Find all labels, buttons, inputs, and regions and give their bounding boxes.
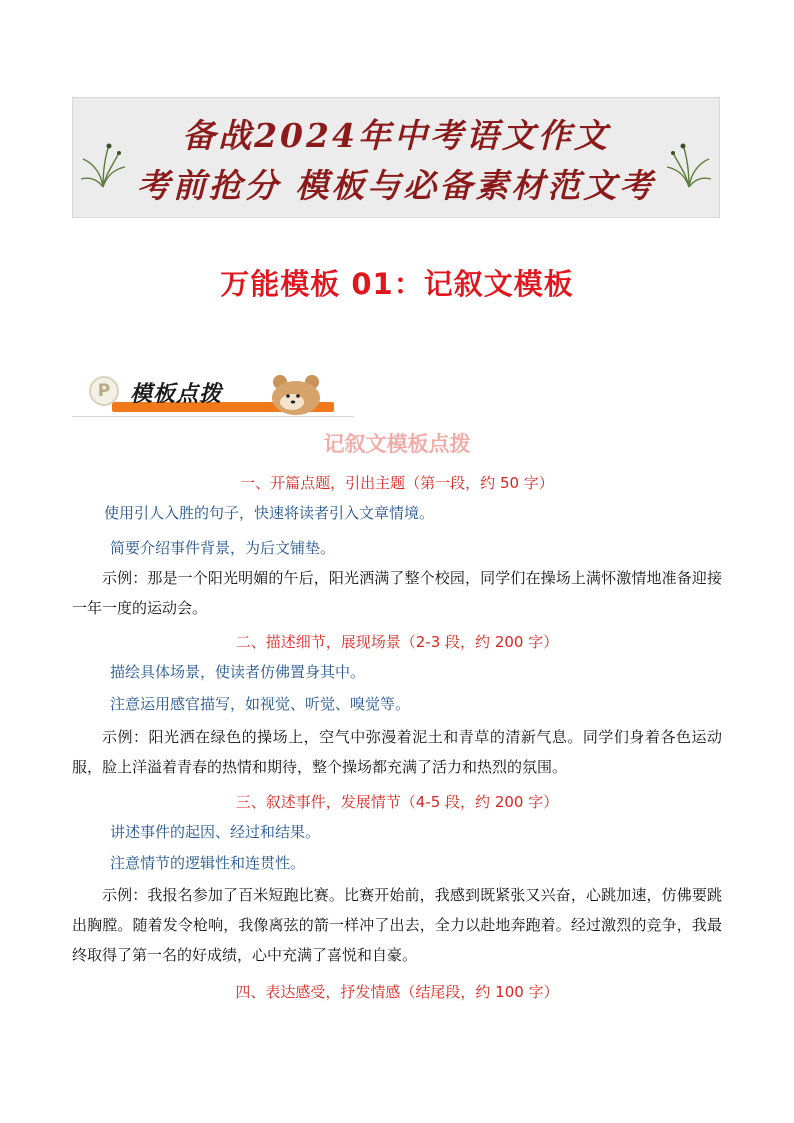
- section-heading: 四、表达感受，抒发情感（结尾段，约 100 字）: [235, 983, 559, 1001]
- section-subtitle: 记叙文模板点拨: [323, 432, 471, 456]
- section-badge: [72, 366, 354, 417]
- section-point: 使用引人入胜的句子，快速将读者引入文章情境。: [104, 504, 435, 522]
- section-point: 描绘具体场景，使读者仿佛置身其中。: [110, 663, 366, 681]
- section-example: 示例：我报名参加了百米短跑比赛。比赛开始前，我感到既紧张又兴奋，心跳加速，仿佛要跳出胸膛。随着发令枪响，我像离弦的箭一样冲了出去，全力以赴地奔跑着。经过激烈的竞争，我最终取得了第一名的好成绩，心中充满了喜悦和自豪。: [72, 886, 722, 964]
- badge-p-icon: P: [89, 376, 119, 406]
- section-point: 注意情节的逻辑性和连贯性。: [110, 854, 306, 872]
- banner-title-line-2: 考前抢分 模板与必备素材范文考: [136, 166, 656, 205]
- section-point: 注意运用感官描写，如视觉、听觉、嗅觉等。: [110, 695, 411, 713]
- section-heading: 二、描述细节，展现场景（2-3 段，约 200 字）: [235, 633, 559, 651]
- bear-mascot-icon: [268, 372, 324, 416]
- section-point: 讲述事件的起因、经过和结果。: [110, 823, 321, 841]
- badge-label: 模板点拨: [130, 382, 223, 407]
- page-title: 万能模板 01：记叙文模板: [220, 267, 574, 301]
- header-banner: [72, 97, 720, 218]
- section-heading: 三、叙述事件，发展情节（4-5 段，约 200 字）: [235, 793, 559, 811]
- section-heading: 一、开篇点题，引出主题（第一段，约 50 字）: [240, 474, 554, 492]
- section-example: 示例：那是一个阳光明媚的午后，阳光洒满了整个校园，同学们在操场上满怀激情地准备迎接一年一度的运动会。: [72, 569, 722, 617]
- section-example: 示例：阳光洒在绿色的操场上，空气中弥漫着泥土和青草的清新气息。同学们身着各色运动服，脸上洋溢着青春的热情和期待，整个操场都充满了活力和热烈的氛围。: [72, 728, 722, 776]
- banner-title-line-1: 备战2024年中考语文作文: [182, 116, 610, 155]
- section-point: 简要介绍事件背景，为后文铺垫。: [110, 539, 336, 557]
